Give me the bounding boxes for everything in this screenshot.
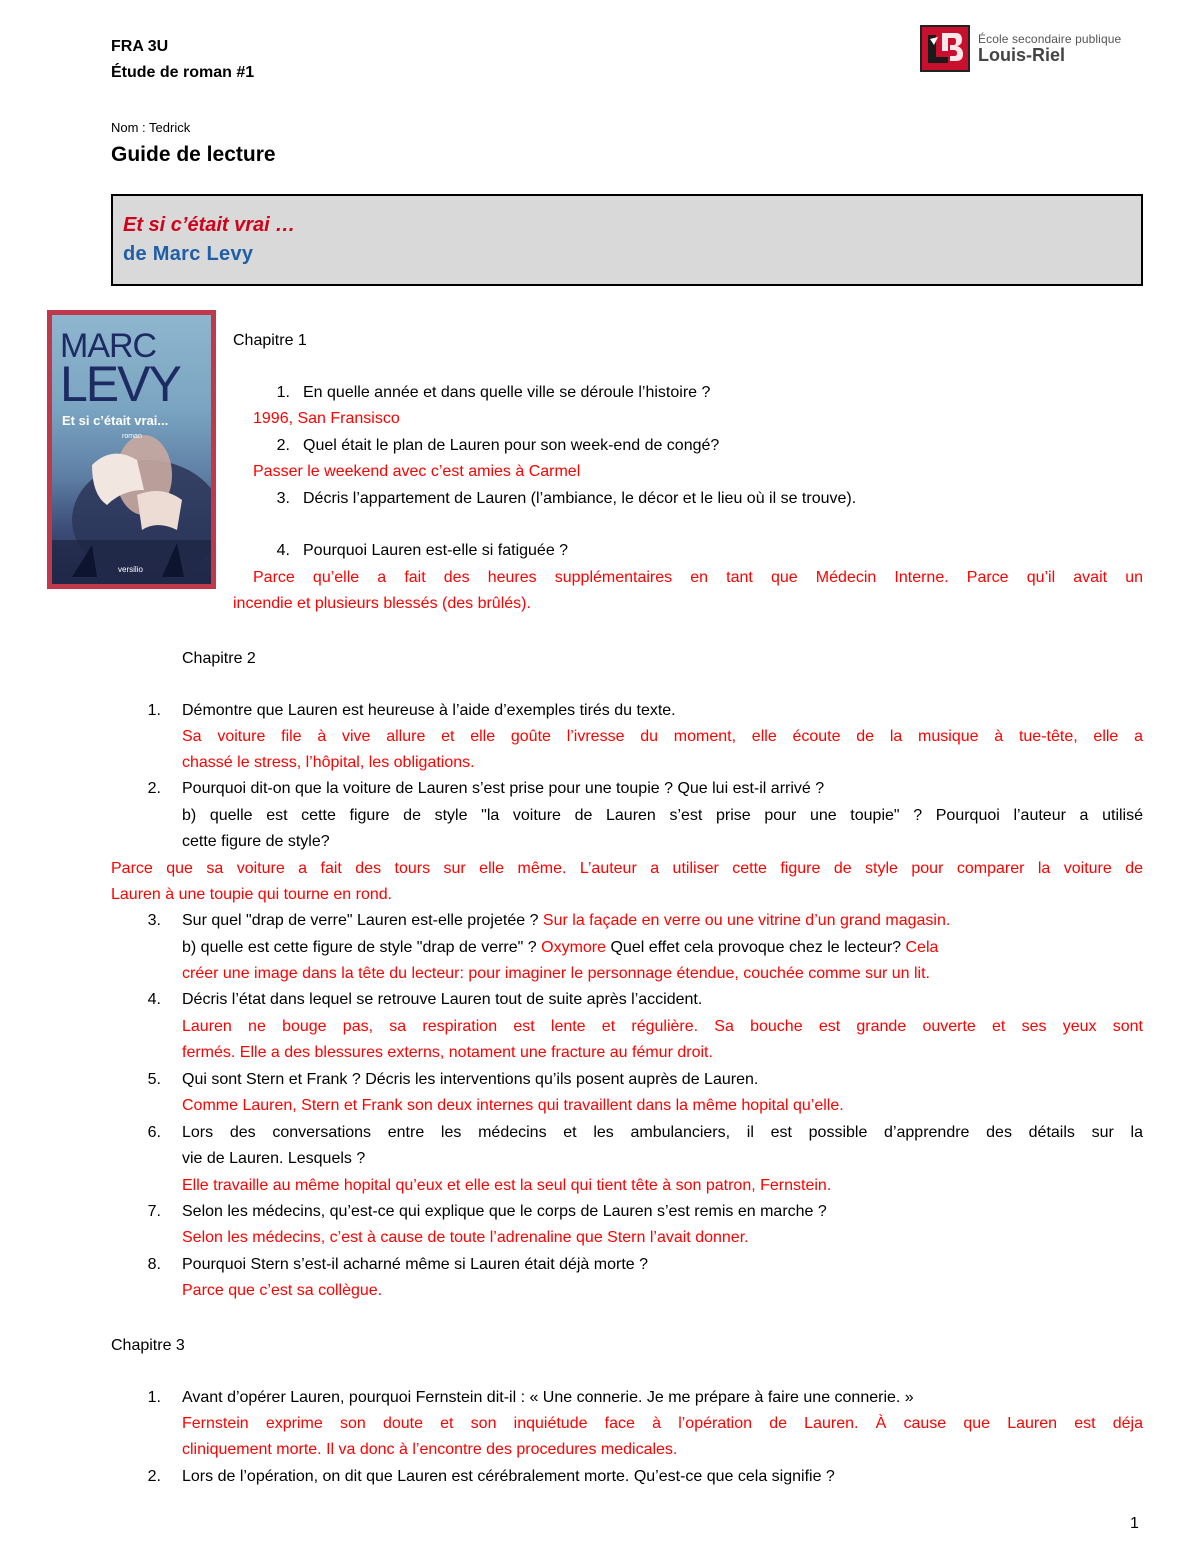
answer-text: Parce que sa voiture a fait des tours sur elle même. L’auteur a utiliser cette figure de style pour comparer la voiture de (111, 860, 1143, 877)
cover-author-last: LEVY (60, 356, 180, 412)
answer-text: Oxymore (541, 939, 607, 956)
answer-text: Lauren à une toupie qui tourne en rond. (111, 886, 393, 903)
logo-school-type: École secondaire publique (978, 32, 1122, 46)
cover-genre: roman (122, 433, 142, 440)
book-title-box (111, 194, 1143, 286)
question-number: 4. (276, 542, 290, 559)
study-title: Étude de roman #1 (111, 64, 255, 81)
question-number: 1. (147, 702, 161, 719)
question-text: Avant d’opérer Lauren, pourquoi Fernstein dit-il : « Une connerie. Je me prépare à faire une connerie. » (182, 1389, 914, 1406)
student-name: Nom : Tedrick (111, 120, 191, 135)
answer-text: fermés. Elle a des blessures externs, notament une fracture au fémur droit. (182, 1044, 713, 1061)
answer-text: Comme Lauren, Stern et Frank son deux internes qui travaillent dans la même hopital qu’elle. (182, 1097, 844, 1114)
answer-text: Fernstein exprime son doute et son inquiétude face à l’opération de Lauren. À cause que Lauren est déja (182, 1415, 1143, 1432)
question-text: Pourquoi Stern s’est-il acharné même si Lauren était déjà morte ? (182, 1256, 649, 1273)
question-text: vie de Lauren. Lesquels ? (182, 1150, 366, 1167)
answer-text: Cela (905, 939, 939, 956)
question-text: Décris l’état dans lequel se retrouve Lauren tout de suite après l’accident. (182, 991, 703, 1008)
question-text: Lors de l’opération, on dit que Lauren est cérébralement morte. Qu’est-ce que cela signifie ? (182, 1468, 835, 1485)
question-number: 4. (147, 991, 161, 1008)
question-line (182, 938, 938, 958)
answer-text: 1996, San Fransisco (253, 410, 400, 427)
answer-text: cliniquement morte. Il va donc à l’encontre des procedures medicales. (182, 1441, 678, 1458)
chapter-heading: Chapitre 1 (233, 332, 307, 349)
answer-text: Passer le weekend avec c’est amies à Carmel (253, 463, 581, 480)
question-text: Pourquoi Lauren est-elle si fatiguée ? (303, 542, 569, 559)
answer-text: Elle travaille au même hopital qu’eux et elle est la seul qui tient tête à son patron, Fernstein. (182, 1177, 832, 1194)
book-author: de Marc Levy (123, 243, 254, 265)
chapter-heading: Chapitre 3 (111, 1337, 185, 1354)
question-number: 7. (147, 1203, 161, 1220)
question-text: Pourquoi dit-on que la voiture de Lauren s’est prise pour une toupie ? Que lui est-il arrivé ? (182, 780, 825, 797)
question-text: Quel effet cela provoque chez le lecteur? (610, 939, 902, 956)
course-code: FRA 3U (111, 38, 169, 55)
question-number: 3. (276, 490, 290, 507)
cover-publisher: versilio (118, 565, 143, 574)
question-number: 3. (147, 912, 161, 929)
question-text: Démontre que Lauren est heureuse à l’aide d’exemples tirés du texte. (182, 702, 676, 719)
cover-author-first: MARC (60, 327, 157, 365)
question-text: En quelle année et dans quelle ville se déroule l’histoire ? (303, 384, 711, 401)
page-number: 1 (1130, 1515, 1139, 1532)
question-number: 5. (147, 1071, 161, 1088)
question-line (182, 911, 950, 931)
book-title: Et si c’était vrai … (123, 214, 296, 236)
answer-text: Lauren ne bouge pas, sa respiration est lente et régulière. Sa bouche est grande ouverte et ses yeux sont (182, 1018, 1143, 1035)
logo-emblem-icon (920, 25, 970, 72)
answer-text: Sur la façade en verre ou une vitrine d’un grand magasin. (542, 912, 951, 929)
question-number: 1. (147, 1389, 161, 1406)
chapter-heading: Chapitre 2 (182, 650, 256, 667)
question-text: Sur quel "drap de verre" Lauren est-elle projetée ? (182, 912, 539, 929)
question-text: Quel était le plan de Lauren pour son week-end de congé? (303, 437, 720, 454)
answer-text: chassé le stress, l’hôpital, les obligations. (182, 754, 475, 771)
question-text: Qui sont Stern et Frank ? Décris les interventions qu’ils posent auprès de Lauren. (182, 1071, 759, 1088)
question-text: Selon les médecins, qu’est-ce qui explique que le corps de Lauren s’est remis en marche ? (182, 1203, 827, 1220)
guide-title: Guide de lecture (111, 143, 276, 166)
question-text: b) quelle est cette figure de style "la voiture de Lauren s’est prise pour une toupie" ? Pourquoi l’auteur a utilisé (182, 807, 1143, 824)
logo-school-name: Louis-Riel (978, 45, 1066, 65)
answer-text: créer une image dans la tête du lecteur: pour imaginer le personnage étendue, couchée comme sur un lit. (182, 965, 930, 982)
question-number: 2. (276, 437, 290, 454)
question-number: 6. (147, 1124, 161, 1141)
question-number: 1. (276, 384, 290, 401)
school-logo (920, 25, 1121, 72)
question-text: Décris l’appartement de Lauren (l’ambiance, le décor et le lieu où il se trouve). (303, 490, 857, 507)
cover-title: Et si c’était vrai... (62, 413, 169, 428)
question-number: 2. (147, 780, 161, 797)
answer-text: Parce qu’elle a fait des heures supplémentaires en tant que Médecin Interne. Parce qu’il avait un (253, 569, 1143, 586)
answer-text: incendie et plusieurs blessés (des brûlés). (233, 595, 531, 612)
answer-text: Sa voiture file à vive allure et elle goûte l’ivresse du moment, elle écoute de la musique à tue-tête, elle a (182, 728, 1143, 745)
question-number: 2. (147, 1468, 161, 1485)
question-number: 8. (147, 1256, 161, 1273)
answer-text: Parce que c’est sa collègue. (182, 1282, 383, 1299)
book-cover-image (47, 310, 216, 589)
question-text: cette figure de style? (182, 833, 330, 850)
question-text: Lors des conversations entre les médecins et les ambulanciers, il est possible d’apprendre des détails sur la (182, 1124, 1143, 1141)
answer-text: Selon les médecins, c’est à cause de toute l’adrenaline que Stern l’avait donner. (182, 1229, 749, 1246)
question-text: b) quelle est cette figure de style "drap de verre" ? (182, 939, 537, 956)
